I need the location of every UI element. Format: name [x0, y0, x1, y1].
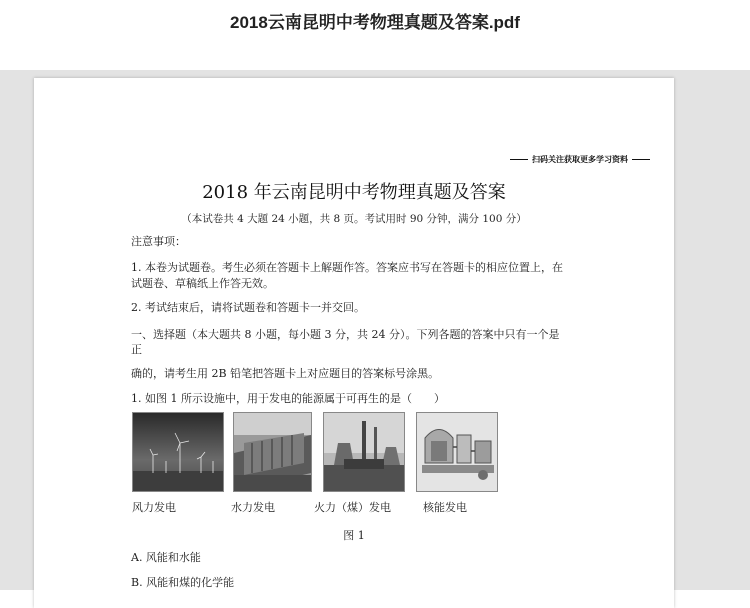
section-1-line-3: 确的，请考生用 2B 铅笔把答题卡上对应题目的答案标号涂黑。 — [131, 367, 440, 380]
option-a: A. 风能和水能 — [131, 551, 201, 564]
notice-1-line-2: 试题卷、草稿纸上作答无效。 — [131, 277, 274, 290]
section-1-line-2: 正 — [131, 343, 142, 356]
divider — [510, 159, 528, 160]
qr-note-text: 扫码关注获取更多学习资料 — [532, 155, 628, 164]
document-title: 2018 年云南昆明中考物理真题及答案 — [202, 182, 506, 203]
figure-caption: 风力发电 — [132, 501, 176, 514]
qr-note — [506, 154, 654, 165]
nuclear-diagram-photo — [416, 412, 498, 492]
document-subtitle: （本试卷共 4 大题 24 小题，共 8 页。考试用时 90 分钟，满分 100 分） — [181, 213, 527, 225]
wind-turbines-photo — [132, 412, 224, 492]
file-title: 2018云南昆明中考物理真题及答案.pdf — [230, 13, 520, 32]
figure-caption: 火力（煤）发电 — [314, 501, 391, 514]
question-1: 1. 如图 1 所示设施中，用于发电的能源属于可再生的是（ ） — [131, 392, 445, 405]
figure-label: 图 1 — [343, 529, 365, 542]
pdf-page — [34, 78, 674, 608]
figure-caption: 核能发电 — [423, 501, 467, 514]
figure-caption: 水力发电 — [231, 501, 275, 514]
title-bar — [0, 0, 750, 70]
coal-plant-photo — [323, 412, 405, 492]
notice-heading: 注意事项： — [131, 235, 186, 248]
notice-1-line-1: 1. 本卷为试题卷。考生必须在答题卡上解题作答。答案应书写在答题卡的相应位置上，在 — [131, 261, 563, 274]
pdf-viewer[interactable] — [0, 70, 750, 590]
divider — [632, 159, 650, 160]
hydro-dam-photo — [233, 412, 312, 492]
notice-2: 2. 考试结束后，请将试题卷和答题卡一并交回。 — [131, 301, 365, 314]
option-b: B. 风能和煤的化学能 — [131, 576, 235, 589]
section-1-line-1: 一、选择题（本大题共 8 小题，每小题 3 分，共 24 分）。下列各题的答案中只有一个是 — [131, 328, 560, 341]
